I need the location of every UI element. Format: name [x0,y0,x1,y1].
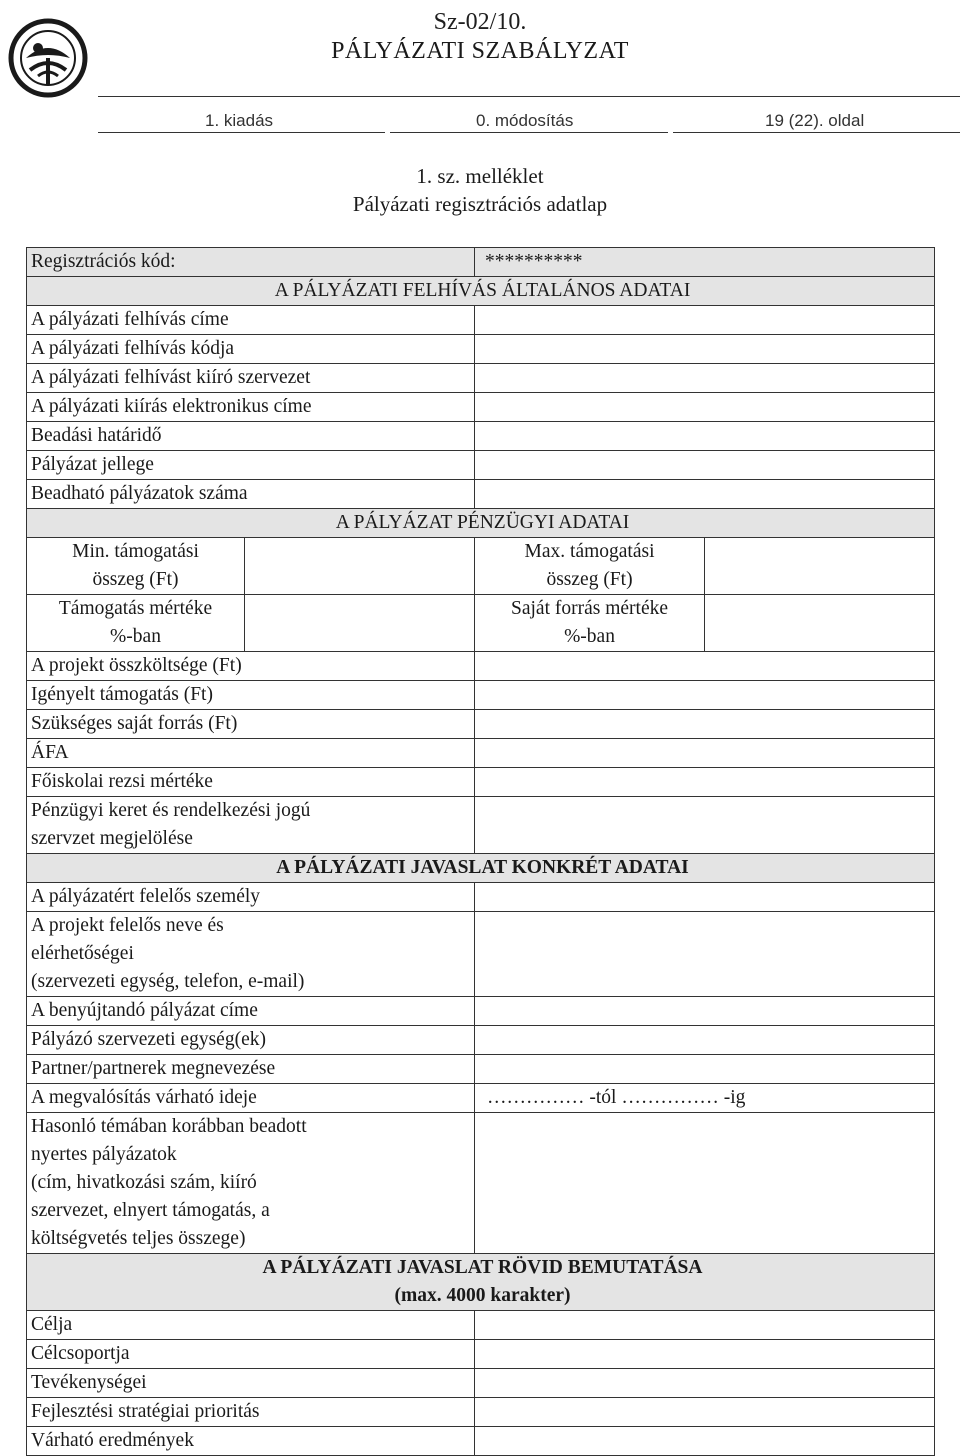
call-url-field[interactable] [475,393,935,422]
support-rate-field[interactable] [245,595,475,652]
implementation-period-label: A megvalósítás várható ideje [27,1084,475,1113]
min-support-label-line: összeg (Ft) [92,569,179,590]
support-rate-label [27,595,245,652]
own-resource-amount-field[interactable] [475,710,935,739]
annex-title: Pályázati regisztrációs adatlap [352,192,608,216]
call-code-field[interactable] [475,335,935,364]
budget-owner-label [27,797,475,854]
deadline-field[interactable] [475,422,935,451]
financial-row-label: Igényelt támogatás (Ft) [27,681,475,710]
min-support-label-line: Min. támogatási [72,541,199,562]
overhead-rate-field[interactable] [475,768,935,797]
meta-underline-issue [98,132,385,133]
strategic-priority-field[interactable] [475,1398,935,1427]
general-row-label: A pályázati felhívást kiíró szervezet [27,364,475,393]
registration-code-value: ********** [475,248,935,277]
max-support-label [475,538,705,595]
own-resource-field[interactable] [705,595,935,652]
prior-applications-label-line: Hasonló témában korábban beadott [31,1116,307,1137]
general-row-label: Beadási határidő [27,422,475,451]
issue-label: 1. kiadás [205,111,274,130]
document-title: PÁLYÁZATI SZABÁLYZAT [331,38,629,64]
max-support-label-line: összeg (Ft) [546,569,633,590]
prior-applications-label-line: nyertes pályázatok [31,1144,177,1165]
concrete-row-label: A benyújtandó pályázat címe [27,997,475,1026]
prior-applications-label-line: (cím, hivatkozási szám, kiíró [31,1172,257,1193]
financial-section-heading: A PÁLYÁZAT PÉNZÜGYI ADATAI [27,509,935,538]
financial-row-label: A projekt összköltsége (Ft) [27,652,475,681]
concrete-row-label: Partner/partnerek megnevezése [27,1055,475,1084]
own-resource-label [475,595,705,652]
prior-applications-label-line: költségvetés teljes összege) [31,1228,246,1249]
summary-row-label: Fejlesztési stratégiai prioritás [27,1398,475,1427]
budget-owner-label-line: szervzet megjelölése [31,828,193,849]
project-lead-label [27,912,475,997]
registration-code-label: Regisztrációs kód: [27,248,475,277]
project-lead-label-line: A projekt felelős neve és [31,915,224,936]
financial-row-label: Főiskolai rezsi mértéke [27,768,475,797]
target-group-field[interactable] [475,1340,935,1369]
activities-field[interactable] [475,1369,935,1398]
expected-results-field[interactable] [475,1427,935,1456]
own-resource-label-line: Saját forrás mértéke [511,598,669,619]
concrete-section-heading: A PÁLYÁZATI JAVASLAT KONKRÉT ADATAI [27,854,935,883]
call-type-field[interactable] [475,451,935,480]
page-number: 19 (22). oldal [765,111,865,130]
concrete-row-label: Pályázó szervezeti egység(ek) [27,1026,475,1055]
applications-count-field[interactable] [475,480,935,509]
general-row-label: A pályázati felhívás címe [27,306,475,335]
support-rate-label-line: Támogatás mértéke [58,598,213,619]
responsible-person-label: A pályázatért felelős személy [27,883,475,912]
prior-applications-label [27,1113,475,1254]
partners-field[interactable] [475,1055,935,1084]
financial-row-label: Szükséges saját forrás (Ft) [27,710,475,739]
max-support-label-line: Max. támogatási [524,541,655,562]
goal-field[interactable] [475,1311,935,1340]
summary-row-label: Várható eredmények [27,1427,475,1456]
min-support-field[interactable] [245,538,475,595]
registration-form [26,247,935,1456]
prior-applications-field[interactable] [475,1113,935,1254]
revision-label: 0. módosítás [476,111,574,130]
summary-section-heading [27,1254,935,1311]
general-row-label: A pályázati kiírás elektronikus címe [27,393,475,422]
general-row-label: A pályázati felhívás kódja [27,335,475,364]
general-section-heading: A PÁLYÁZATI FELHÍVÁS ÁLTALÁNOS ADATAI [27,277,935,306]
responsible-person-field[interactable] [475,883,935,912]
project-lead-field[interactable] [475,912,935,997]
application-title-field[interactable] [475,997,935,1026]
requested-support-field[interactable] [475,681,935,710]
financial-row-label: ÁFA [27,739,475,768]
min-support-label [27,538,245,595]
summary-row-label: Tevékenységei [27,1369,475,1398]
total-cost-field[interactable] [475,652,935,681]
project-lead-label-line: elérhetőségei [31,943,134,964]
budget-owner-field[interactable] [475,797,935,854]
vat-field[interactable] [475,739,935,768]
call-title-field[interactable] [475,306,935,335]
summary-row-label: Célcsoportja [27,1340,475,1369]
support-rate-label-line: %-ban [110,626,161,647]
implementation-period-field[interactable]: …………… -tól …………… -ig [475,1084,935,1113]
header-divider [98,96,960,97]
max-support-field[interactable] [705,538,935,595]
project-lead-label-line: (szervezeti egység, telefon, e-mail) [31,971,305,992]
document-code: Sz-02/10. [433,9,527,35]
budget-owner-label-line: Pénzügyi keret és rendelkezési jogú [31,800,311,821]
annex-number: 1. sz. melléklet [416,164,544,188]
annex-heading [0,162,960,218]
meta-underline-page [673,132,960,133]
general-row-label: Beadható pályázatok száma [27,480,475,509]
summary-heading-text: A PÁLYÁZATI JAVASLAT RÖVID BEMUTATÁSA [262,1257,703,1278]
applicant-unit-field[interactable] [475,1026,935,1055]
general-row-label: Pályázat jellege [27,451,475,480]
summary-row-label: Célja [27,1311,475,1340]
meta-underline-revision [390,132,668,133]
issuer-field[interactable] [475,364,935,393]
own-resource-label-line: %-ban [564,626,615,647]
summary-subheading-text: (max. 4000 karakter) [394,1285,571,1306]
prior-applications-label-line: szervezet, elnyert támogatás, a [31,1200,270,1221]
